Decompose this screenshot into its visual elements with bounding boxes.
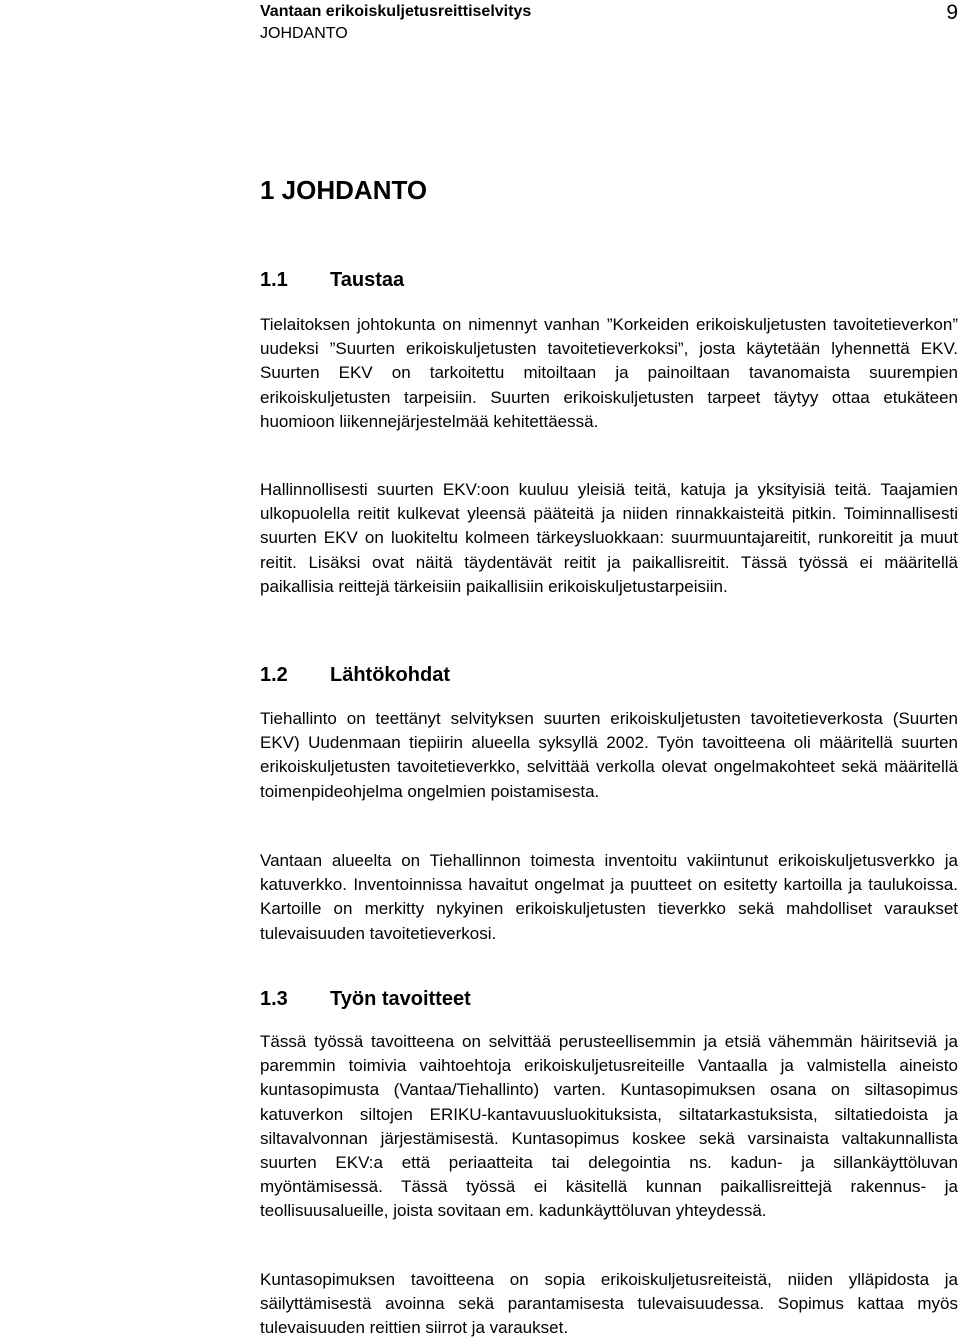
section-title: Taustaa — [330, 269, 405, 291]
section-heading-taustaa — [260, 267, 404, 293]
paragraph: Tässä työssä tavoitteena on selvittää perusteellisemmin ja etsiä vähemmän häiritseviä ja paremmin toimivia vaihtoehtoja erikoiskuljetusreiteille Vantaalla ja valmistella aineisto kuntasopimusta (Vantaa/Tiehallinto) varten. Kuntasopimuksen osana on siltasopimus katuverkon siltojen ERIKU-kantavuusluokituksista, siltatarkastuksista, siltatiedoista ja siltavalvonnan järjestämisestä. Kuntasopimus koskee sekä varsinaista valtakunnallista suurten EKV:a että periaatteita tai delegointia ns. kadun- ja sillankäyttöluvan myöntämisessä. Tässä työssä ei käsitellä kunnan paikallisreittejä rakennus- ja teollisuusalueille, joista sovitaan em. kadunkäyttöluvan yhteydessä. — [260, 1032, 958, 1221]
section-name: JOHDANTO — [260, 25, 348, 42]
paragraph: Vantaan alueelta on Tiehallinnon toimesta inventoitu vakiintunut erikoiskuljetusverkko ja katuverkko. Inventoinnissa havaitut ongelmat ja puutteet on esitetty kartoilla ja taulukoissa. Kartoille on merkitty nykyinen erikoiskuljetusten tieverkko sekä mahdolliset varaukset tulevaisuuden tavoitetieverkosi. — [260, 851, 958, 943]
paragraph: Tielaitoksen johtokunta on nimennyt vanhan ”Korkeiden erikoiskuljetusten tavoitetieverkon” uudeksi ”Suurten erikoiskuljetusten tavoitetieverkoksi”, josta käytetään lyhennettä EKV. Suurten EKV on tarkoitettu mitoiltaan ja painoiltaan tavanomaista suurempien erikoiskuljetusten tarpeisiin. Suurten erikoiskuljetusten tarpeet täytyy ottaa etukäteen huomioon liikennejärjestelmää kehitettäessä. — [260, 315, 958, 431]
section-number: 1.3 — [260, 988, 288, 1010]
page-header — [260, 0, 960, 50]
paragraph: Tiehallinto on teettänyt selvityksen suurten erikoiskuljetusten tavoitetieverkosta (Suurten EKV) Uudenmaan tiepiirin alueella syksyllä 2002. Työn tavoitteena oli määritellä suurten erikoiskuljetusten tavoitetieverkko, selvittää verkolla olevat ongelmakohteet sekä määritellä toimenpideohjelma ongelmien poistamisesta. — [260, 709, 958, 801]
section-title: Lähtökohdat — [330, 664, 450, 686]
page-number: 9 — [946, 1, 958, 24]
paragraph: Kuntasopimuksen tavoitteena on sopia erikoiskuljetusreiteistä, niiden ylläpidosta ja säilyttämisestä avoinna sekä parantamisesta tulevaisuudessa. Sopimus kattaa myös tulevaisuuden reittien siirrot ja varaukset. — [260, 1270, 958, 1338]
section-number: 1.1 — [260, 269, 288, 291]
section-number: 1.2 — [260, 664, 288, 686]
document-title: Vantaan erikoiskuljetusreittiselvitys — [260, 3, 532, 20]
paragraph: Hallinnollisesti suurten EKV:oon kuuluu yleisiä teitä, katuja ja yksityisiä teitä. Taajamien ulkopuolella reitit kulkevat yleensä pääteitä ja niiden rinnakkaisteitä pitkin. Toiminnallisesti suurten EKV on luokiteltu kolmeen tärkeysluokkaan: suurmuuntajareitit, runkoreitit ja muut reitit. Lisäksi ovat näitä täydentävät reitit ja paikallisreitit. Tässä työssä ei määritellä paikallisia reittejä tärkeisiin paikallisiin erikoiskuljetustarpeisiin. — [260, 480, 958, 596]
section-title: Työn tavoitteet — [330, 988, 471, 1010]
section-heading-tyon-tavoitteet — [260, 986, 471, 1012]
section-heading-lahtokohdat — [260, 662, 450, 688]
chapter-heading: 1 JOHDANTO — [260, 175, 428, 205]
